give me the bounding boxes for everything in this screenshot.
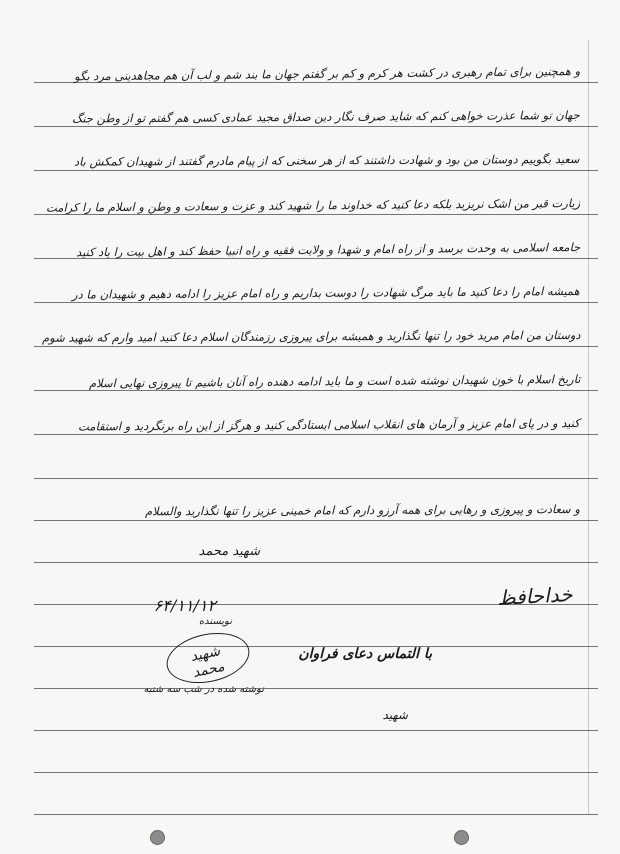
ruled-line	[34, 126, 598, 127]
letter-line: سعید بگوییم دوستان من بود و شهادت داشتند که از هر سخنی که از پیام مادرم گفتند از شهیدان کمکش باد	[74, 152, 581, 169]
stamp-text: شهید محمد	[189, 643, 226, 681]
letter-line: دوستان من امام مرید خود را تنها نگذارید و همیشه برای پیروزی رزمندگان اسلام دعا کنید امید وارم که شهید شوم	[41, 328, 581, 345]
ruled-line	[34, 478, 598, 479]
signature-name: شهید	[382, 708, 408, 722]
ruled-line	[34, 814, 598, 815]
ruled-line	[34, 214, 598, 215]
letter-line: همیشه امام را دعا کنید ما باید مرگ شهادت را دوست بداریم و راه امام عزیز را ادامه دهیم و شهیدان ما در	[72, 284, 581, 302]
letter-line: تاریخ اسلام با خون شهیدان نوشته شده است و ما باید ادامه دهنده راه آنان باشیم تا پیروزی نهایی اسلام	[88, 372, 581, 391]
signature-line: با التماس دعای فراوان	[298, 646, 432, 662]
letter-line: و همچنین برای تمام رهبری در کشت هر کرم و کم بر گفتم جهان ما بند شم و لب آن هم مجاهدینی مرد بگو	[73, 64, 581, 84]
closing-name: شهید محمد	[198, 544, 260, 559]
ruled-line	[34, 434, 598, 435]
ruled-line	[34, 688, 598, 689]
letter-line: جهان تو شما عذرت خواهی کنم که شاید صرف نگار دین صداق مجید عمادی کسی هم گفتم تو از وطن جنگ	[72, 108, 581, 126]
writer-label: نویسنده	[198, 616, 232, 627]
ruled-line	[34, 390, 598, 391]
letter-line: جامعه اسلامی به وحدت برسد و از راه امام و شهدا و ولایت فقیه و راه انبیا حفظ کند و اهل بیت را یاد کنید	[75, 240, 581, 260]
stamp-caption: نوشته شده در شب سه شنبه	[143, 684, 264, 695]
letter-line: کنید و در پای امام عزیز و آرمان های انقلاب اسلامی ایستادگی کنید و هرگز از این راه برنگردید و استقامت	[78, 416, 581, 434]
letter-line: و سعادت و پیروزی و رهایی برای همه آرزو دارم که امام خمینی عزیز را تنها نگذارید والسلام	[145, 502, 581, 519]
punch-hole	[454, 830, 469, 845]
date-text: ۶۴/۱۱/۱۲	[153, 596, 216, 615]
ruled-line	[34, 520, 598, 521]
ruled-line	[34, 772, 598, 773]
ruled-line	[34, 302, 598, 303]
ruled-line	[34, 730, 598, 731]
ruled-line	[34, 562, 598, 563]
ruled-line	[34, 170, 598, 171]
page-margin-line	[588, 40, 589, 814]
punch-hole	[150, 830, 165, 845]
ruled-line	[34, 346, 598, 347]
letter-line: زیارت قبر من اشک نریزید بلکه دعا کنید که خداوند ما را شهید کند و عزت و سعادت و وطن و اسلام ما را کرامت	[45, 196, 581, 215]
farewell-text: خداحافظ	[496, 582, 573, 610]
